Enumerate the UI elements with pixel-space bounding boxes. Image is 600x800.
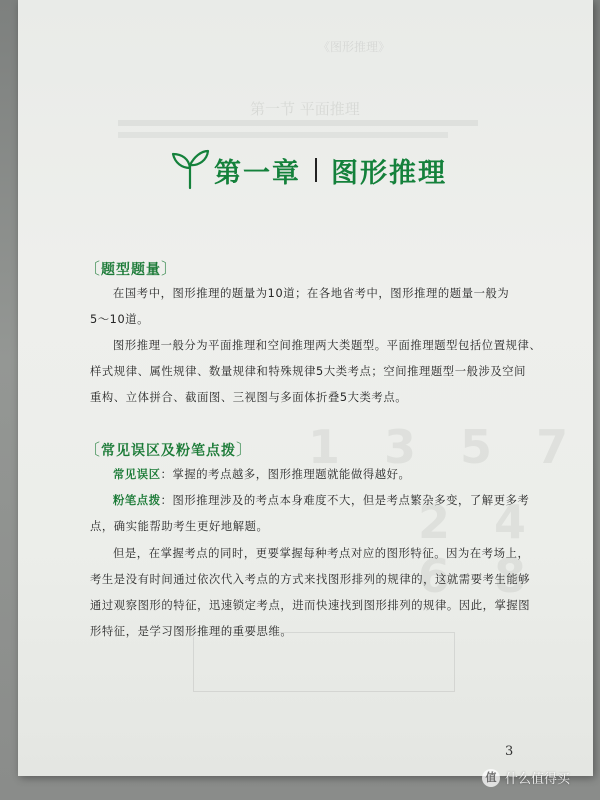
bracket-open: 〔 <box>84 259 102 278</box>
paragraph-line: 重构、立体拼合、截面图、三视图与多面体折叠5大类考点。 <box>90 391 408 404</box>
bleed-through-header: 《图形推理》 <box>318 40 391 54</box>
bleed-through-box <box>193 632 455 692</box>
misconception-label: 常见误区 <box>113 468 161 481</box>
site-watermark <box>482 768 570 787</box>
paragraph-line: 考生是没有时间通过依次代入考点的方式来找图形排列的规律的，这就需要考生能够 <box>90 573 531 586</box>
book-page <box>18 0 593 776</box>
bracket-close: 〕 <box>236 440 254 459</box>
bleed-through-digits: 2 4 6 8 <box>418 495 541 603</box>
bracket-close: 〕 <box>161 259 179 278</box>
section-title: 题型题量 <box>101 262 162 278</box>
tip-line <box>113 493 529 509</box>
chapter-number: 第一章 <box>214 157 301 189</box>
tip-text: ：图形推理涉及的考点本身难度不大，但是考点繁杂多变，了解更多考 <box>160 494 530 507</box>
sprout-icon <box>170 146 214 194</box>
paragraph-line: 形特征，是学习图形推理的重要思维。 <box>90 625 293 638</box>
bleed-through-line <box>118 132 448 138</box>
section-heading <box>84 437 253 460</box>
bleed-through-section: 第一节 平面推理 <box>250 100 360 118</box>
bleed-through-digits: 1 3 5 7 <box>308 420 583 474</box>
bleed-through-line <box>118 120 478 126</box>
misconception-line <box>113 467 410 483</box>
paragraph-line: 点，确实能帮助考生更好地解题。 <box>90 520 269 533</box>
section-title: 常见误区及粉笔点拨 <box>101 443 237 459</box>
tip-label: 粉笔点拨 <box>113 494 161 507</box>
misconception-text: ：掌握的考点越多，图形推理题就能做得越好。 <box>160 468 411 481</box>
chapter-heading <box>170 140 447 200</box>
chapter-divider <box>315 158 317 182</box>
watermark-badge-icon: 值 <box>482 769 500 787</box>
bracket-open: 〔 <box>84 440 102 459</box>
paragraph-line: 在国考中，图形推理的题量为10道；在各地省考中，图形推理的题量一般为 <box>113 287 510 300</box>
page-number: 3 <box>505 744 514 759</box>
paragraph-line: 样式规律、属性规律、数量规律和特殊规律5大类考点；空间推理题型一般涉及空间 <box>90 365 527 378</box>
paragraph-line: 通过观察图形的特征，迅速锁定考点，进而快速找到图形排列的规律。因此，掌握图 <box>90 599 531 612</box>
paragraph-line: 图形推理一般分为平面推理和空间推理两大类题型。平面推理题型包括位置规律、 <box>113 339 542 352</box>
section-heading <box>84 256 178 279</box>
paragraph-line: 5～10道。 <box>90 313 150 326</box>
watermark-text: 什么值得买 <box>505 772 571 787</box>
paragraph-line: 但是，在掌握考点的同时，更要掌握每种考点对应的图形特征。因为在考场上， <box>113 547 530 560</box>
chapter-title: 图形推理 <box>331 157 447 189</box>
